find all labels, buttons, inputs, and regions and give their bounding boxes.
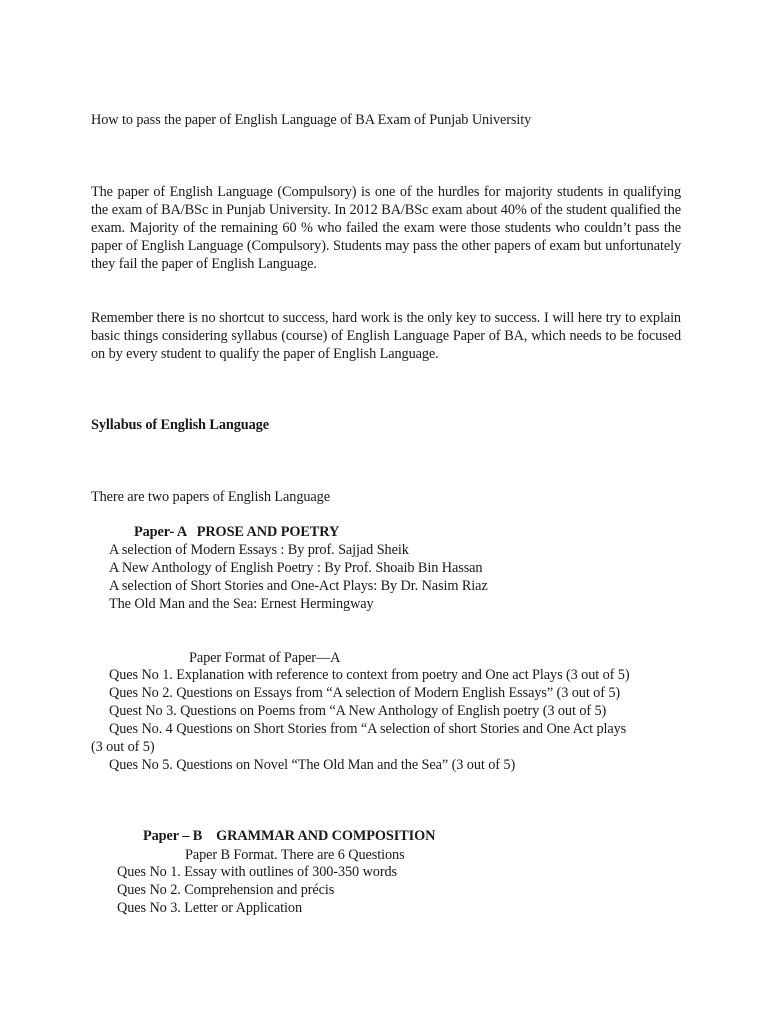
paper-b-question-1: Ques No 1. Essay with outlines of 300-350 words (117, 864, 398, 880)
paper-b-question-2: Ques No 2. Comprehension and précis (117, 882, 335, 898)
paragraph-intro: The paper of English Language (Compulsory) is one of the hurdles for majority students in qualifying the exam of BA/BSc in Punjab University. In 2012 BA/BSc exam about 40% of the student qualified the exam. Majority of the remaining 60 % who failed the exam were those students who couldn’t pass the paper of English Language (Compulsory). Students may pass the other papers of exam but unfortunately they fail the paper of English Language. (91, 184, 681, 272)
paragraph-advice: Remember there is no shortcut to success, hard work is the only key to success. I will here try to explain basic things considering syllabus (course) of English Language Paper of BA, which needs to be focused on by every student to qualify the paper of English Language. (91, 310, 681, 362)
paper-a-question-4-cont: (3 out of 5) (91, 739, 155, 755)
syllabus-heading: Syllabus of English Language (91, 417, 269, 433)
paper-a-book-1: A selection of Modern Essays : By prof. Sajjad Sheik (109, 542, 409, 558)
paper-b-question-3: Ques No 3. Letter or Application (117, 900, 302, 916)
paper-a-question-5: Ques No 5. Questions on Novel “The Old Man and the Sea” (3 out of 5) (109, 757, 516, 773)
paper-a-question-4: Ques No. 4 Questions on Short Stories from “A selection of short Stories and One Act plays (109, 721, 627, 737)
paper-a-question-2: Ques No 2. Questions on Essays from “A selection of Modern English Essays” (3 out of 5) (109, 685, 621, 701)
paper-a-format-heading: Paper Format of Paper—A (189, 650, 341, 666)
papers-intro: There are two papers of English Language (91, 489, 330, 505)
document-title: How to pass the paper of English Language of BA Exam of Punjab University (91, 112, 532, 128)
paper-a-book-2: A New Anthology of English Poetry : By Prof. Shoaib Bin Hassan (109, 560, 483, 576)
paper-a-question-3: Quest No 3. Questions on Poems from “A New Anthology of English poetry (3 out of 5) (109, 703, 607, 719)
paper-a-book-3: A selection of Short Stories and One-Act Plays: By Dr. Nasim Riaz (109, 578, 488, 594)
paper-b-format-heading: Paper B Format. There are 6 Questions (185, 847, 405, 863)
paper-b-heading: Paper – B GRAMMAR AND COMPOSITION (143, 828, 436, 844)
paper-a-book-4: The Old Man and the Sea: Ernest Hermingway (109, 596, 374, 612)
paper-a-question-1: Ques No 1. Explanation with reference to context from poetry and One act Plays (3 out of 5) (109, 667, 630, 683)
paper-a-heading: Paper- A PROSE AND POETRY (134, 524, 340, 540)
